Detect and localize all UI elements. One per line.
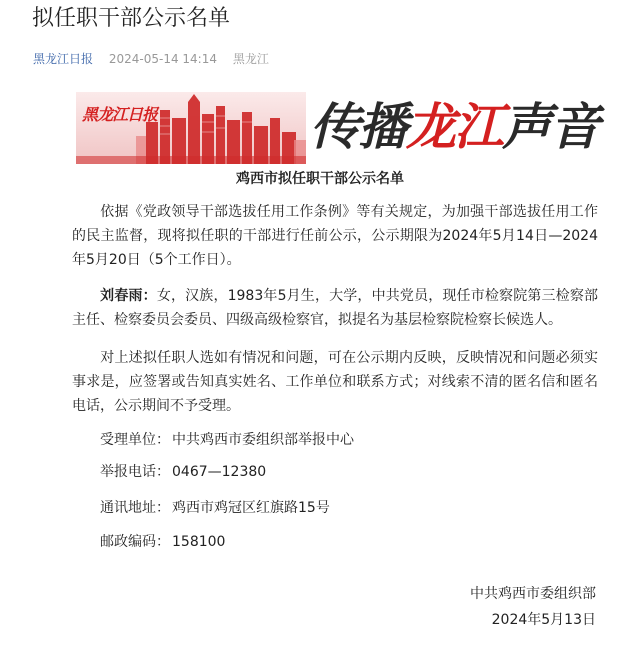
contact-unit-label: 受理单位：: [100, 432, 170, 448]
article-region: 黑龙江: [232, 52, 269, 66]
contact-postcode-value: 158100: [172, 534, 226, 550]
slogan-part-1: 传播: [310, 97, 406, 156]
contact-unit: [72, 428, 598, 452]
contact-address: [72, 496, 598, 520]
notice-text: 对上述拟任职人选如有情况和问题，可在公示期内反映，反映情况和问题必须实事求是，应签署或告知真实姓名、工作单位和联系方式；对线索不清的匿名信和匿名电话，公示期间不予受理。: [72, 350, 598, 414]
intro-text: 依据《党政领导干部选拔任用工作条例》等有关规定，为加强干部选拔任用工作的民主监督，现将拟任职的干部进行任前公示，公示期限为2024年5月14日—2024年5月20日（5个工作日）。: [72, 204, 598, 268]
contact-address-label: 通讯地址：: [100, 500, 170, 516]
slogan-part-3: 声音: [502, 97, 598, 156]
intro-paragraph: [72, 200, 598, 272]
header-banner-image: [76, 88, 598, 168]
contact-phone-value: 0467—12380: [172, 464, 267, 480]
contact-phone-label: 举报电话：: [100, 464, 170, 480]
signature-date: 2024年5月13日: [491, 612, 596, 628]
newspaper-logo: 黑龙江日报: [82, 105, 158, 124]
contact-postcode-label: 邮政编码：: [100, 534, 170, 550]
article-meta: [33, 50, 269, 68]
contact-postcode: [72, 530, 598, 554]
contact-unit-value: 中共鸡西市委组织部举报中心: [172, 432, 354, 448]
contact-phone: [72, 460, 598, 484]
article-title: 拟任职干部公示名单: [32, 6, 231, 31]
notice-paragraph: [72, 346, 598, 418]
slogan-part-2: 龙江: [406, 97, 502, 156]
banner-slogan: [310, 96, 598, 158]
signature-organization: 中共鸡西市委组织部: [470, 586, 596, 602]
article-source-link[interactable]: 黑龙江日报: [33, 52, 94, 66]
document-heading: 鸡西市拟任职干部公示名单: [236, 171, 404, 187]
candidate-paragraph: [72, 284, 598, 332]
contact-address-value: 鸡西市鸡冠区红旗路15号: [172, 500, 330, 516]
candidate-name: 刘春雨：: [100, 288, 157, 304]
article-datetime: 2024-05-14 14:14: [108, 52, 217, 66]
candidate-detail: 女，汉族，1983年5月生，大学，中共党员，现任市检察院第三检察部主任、检察委员会委员、四级高级检察官，拟提名为基层检察院检察长候选人。: [72, 288, 598, 328]
